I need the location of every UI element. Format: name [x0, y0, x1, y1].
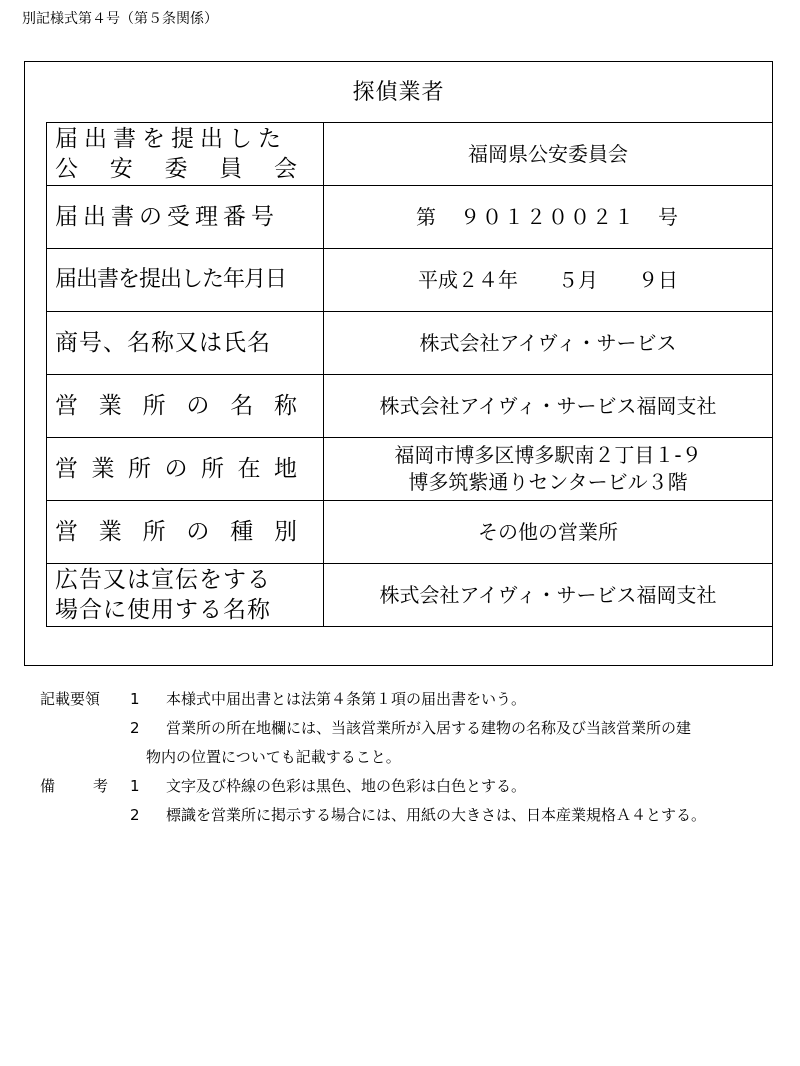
note-item — [40, 771, 780, 800]
value-cell — [324, 312, 773, 375]
label-cell — [47, 564, 324, 627]
label-cell — [47, 186, 324, 249]
note-text: 営業所の所在地欄には、当該営業所が入居する建物の名称及び当該営業所の建 — [166, 719, 692, 737]
table-row — [47, 249, 773, 312]
label-cell — [47, 123, 324, 186]
value-text: 株式会社アイヴィ・サービス福岡支社 — [379, 582, 717, 607]
note-number: 1 — [130, 689, 140, 708]
label-cell — [47, 501, 324, 564]
label-text-spread: 公 安 委 員 会 — [55, 156, 297, 182]
label-text: 商号、名称又は氏名 — [55, 330, 271, 356]
note-item — [40, 713, 780, 742]
label-text: 広告又は宣伝をする — [55, 567, 271, 593]
table-row — [47, 501, 773, 564]
note-text: 本様式中届出書とは法第４条第１項の届出書をいう。 — [166, 690, 527, 708]
value-cell — [324, 186, 773, 249]
note-text: 文字及び枠線の色彩は黒色、地の色彩は白色とする。 — [166, 777, 527, 795]
value-cell — [324, 375, 773, 438]
form-header: 別記様式第４号（第５条関係） — [22, 11, 218, 27]
label-text-spread: 営 業 所 の 所 在 地 — [55, 456, 297, 482]
label-text: 届出書を提出した — [55, 126, 287, 152]
note-continuation — [40, 742, 780, 771]
sign-table — [46, 122, 773, 627]
note-heading-spread: 備 考 — [40, 777, 108, 795]
value-text: 株式会社アイヴィ・サービス — [419, 330, 677, 355]
value-cell — [324, 438, 773, 501]
value-text: その他の営業所 — [478, 519, 618, 544]
value-text: 株式会社アイヴィ・サービス福岡支社 — [379, 393, 717, 418]
value-text: 平成２４年 ５月 ９日 — [418, 267, 678, 292]
table-row — [47, 186, 773, 249]
note-item — [40, 800, 780, 829]
sign-frame — [24, 61, 773, 666]
note-number: 1 — [130, 776, 140, 795]
label-cell — [47, 375, 324, 438]
label-text: 場合に使用する名称 — [55, 597, 271, 623]
notes-section — [40, 684, 780, 829]
table-row — [47, 375, 773, 438]
note-number: 2 — [130, 805, 140, 824]
value-text: 博多筑紫通りセンタービル３階 — [408, 470, 688, 494]
sign-title: 探偵業者 — [352, 80, 445, 105]
value-cell — [324, 249, 773, 312]
note-heading: 記載要領 — [40, 690, 101, 708]
note-text: 標識を営業所に掲示する場合には、用紙の大きさは、日本産業規格Ａ４とする。 — [166, 806, 707, 824]
label-cell — [47, 312, 324, 375]
table-row — [47, 123, 773, 186]
value-text: 第 ９０１２００２１ 号 — [416, 204, 680, 229]
value-cell — [324, 501, 773, 564]
value-text: 福岡市博多区博多駅南２丁目１-９ — [394, 443, 702, 467]
table-row — [47, 564, 773, 627]
label-text: 届出書を提出した年月日 — [55, 267, 287, 292]
table-row — [47, 438, 773, 501]
label-cell — [47, 438, 324, 501]
note-item — [40, 684, 780, 713]
value-cell — [324, 564, 773, 627]
label-cell — [47, 249, 324, 312]
table-row — [47, 312, 773, 375]
label-text-spread: 営 業 所 の 種 別 — [55, 519, 297, 545]
value-text: 福岡県公安委員会 — [468, 141, 628, 166]
label-text: 届出書の受理番号 — [55, 204, 279, 230]
label-text-spread: 営 業 所 の 名 称 — [55, 393, 297, 419]
note-text: 物内の位置についても記載すること。 — [146, 748, 401, 766]
value-cell — [324, 123, 773, 186]
note-number: 2 — [130, 718, 140, 737]
